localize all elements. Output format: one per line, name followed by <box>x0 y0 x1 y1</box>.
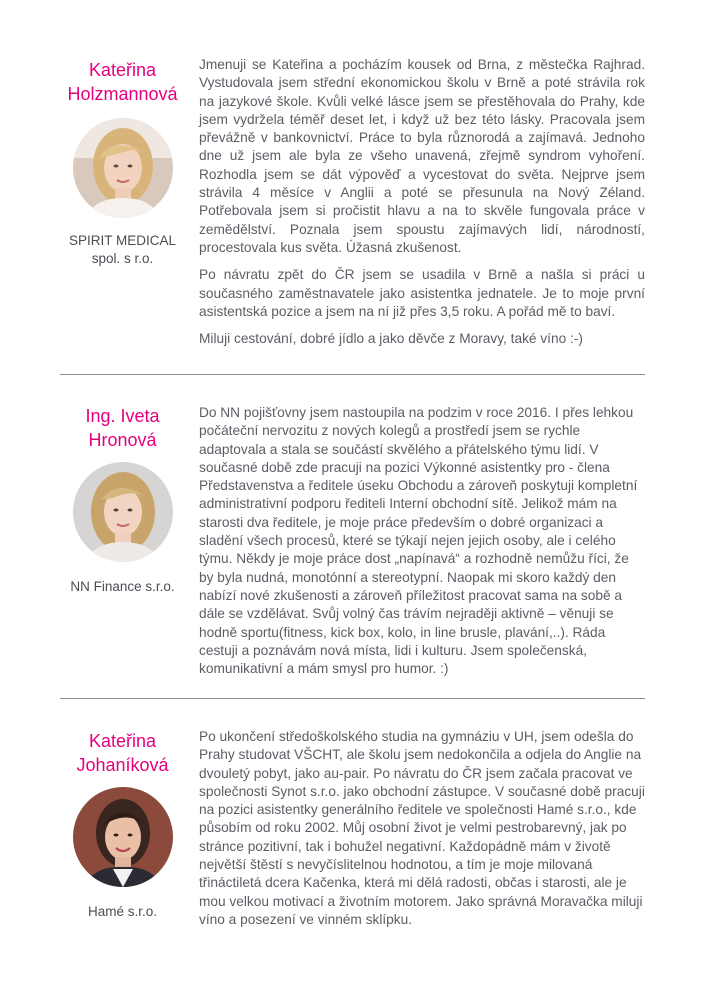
avatar <box>73 118 173 218</box>
profile-sidebar <box>60 58 185 268</box>
company-line-2: spol. s r.o. <box>91 251 154 266</box>
name-line-1: Kateřina <box>88 60 157 80</box>
portrait-photo-icon <box>73 462 173 562</box>
bio-paragraph: Jmenuji se Kateřina a pocházím kousek od Brna, z městečka Rajhrad. Vystudovala jsem střední ekonomickou školu v Brně a poté strávila rok na jazykové škole. Kvůli velké lásce jsem se přestěhovala do Prahy, kde jsem vydržela téměř deset let, i když už bez této lásky. Pracovala jsem převážně v bankovnictví. Práce to byla různorodá a zajímavá. Jednoho dne už jsem ale byla ze všeho unavená, zřejmě syndrom vyhoření. Rozhodla jsem se dát výpověď a vycestovat do světa. Nejprve jsem strávila 4 měsíce v Anglii a poté se přesunula na Nový Zéland. Potřebovala jsem si pročistit hlavu a na to skvěle fungovala práce v zemědělství. Poznala jsem spoustu zajímavých lidí, národností, procestovala kus světa. Úžasná zkušenost. <box>199 57 645 255</box>
avatar <box>73 787 173 887</box>
profile-bio <box>199 404 645 687</box>
bio-paragraph: Do NN pojišťovny jsem nastoupila na podzim v roce 2016. I přes lehkou počáteční nervozitu z nových kolegů a prostředí jsem se rychle adaptovala a stala se součástí skvělého a přátelského týmu lidí. V současné době zde pracuji na pozici Výkonné asistentky pro - člena Představenstva a ředitele úseku Obchodu a zároveň poskytuji kompletní administrativní podporu řediteli Interní obchodní sítě. Jelikož mám na starosti dva ředitele, je moje práce především o dobré organizaci a sladění všech procesů, které se týkají nejen jejich osoby, ale i celého týmu. Někdy je moje práce dost „napínavá“ a rozhodně nemůžu říci, že by byla nudná, monotónní a stereotypní. Naopak mi skoro každý den nabízí nové zkušenosti a zároveň příležitost pracovat sama na sobě a dále se vzdělávat. Svůj volný čas trávím nejraději aktivně – věnuji se hodně sportu(fitness, kick box, kolo, in line brusle, plavání,..). Ráda cestuji a poznávám nová místa, lidi i kulturu. Jsem společenská, komunikativní a mám smysl pro humor. :) <box>199 405 638 677</box>
profile-sidebar <box>60 404 185 596</box>
profile-name <box>60 58 185 106</box>
profile-name <box>60 404 185 452</box>
bio-paragraph: Po ukončení středoškolského studia na gymnáziu v UH, jsem odešla do Prahy studovat VŠCHT, ale školu jsem nedokončila a odjela do Anglie na dvouletý pobyt, jako au-pair. Po návratu do ČR jsem začala pracovat ve společnosti Synot s.r.o. jako obchodní zástupce. V současné době pracuji na pozici asistentky generálního ředitele ve společnosti Hamé s.r.o., kde působím od roku 2002. Můj osobní život je velmi pestrobarevný, jak po stránce pozitivní, tak i bohužel negativní. Každopádně mám v životě největší štěstí s nevyčíslitelnou hodnotou, a tím je moje milovaná třináctiletá dcera Kačenka, která mi dělá radosti, občas i starosti, ale je mou velkou motivací a životním motorem. Jako správná Moravačka miluji víno a posezení ve vinném sklípku. <box>199 729 645 927</box>
portrait-photo-icon <box>73 787 173 887</box>
avatar <box>73 462 173 562</box>
name-line-1: Ing. Iveta <box>85 406 160 426</box>
company-name <box>60 232 185 268</box>
bio-paragraph: Po návratu zpět do ČR jsem se usadila v Brně a našla si práci u současného zaměstnavatele jako asistentka jednatele. Je to moje první asistentská pozice a jsem na ní již přes 3,5 roku. A pořád mě to baví. <box>199 267 645 319</box>
bio-paragraph: Miluji cestování, dobré jídlo a jako děvče z Moravy, také víno :-) <box>199 331 583 347</box>
company-name <box>60 578 185 596</box>
section-divider <box>60 374 645 375</box>
section-divider <box>60 698 645 699</box>
portrait-photo-icon <box>73 118 173 218</box>
name-line-2: Holzmannová <box>67 84 178 104</box>
company-line-1: SPIRIT MEDICAL <box>68 233 177 248</box>
profile-name <box>60 729 185 777</box>
profile-bio <box>199 56 645 357</box>
company-name <box>60 903 185 921</box>
profile-bio <box>199 728 645 938</box>
profile-sidebar <box>60 729 185 921</box>
company-line-1: NN Finance s.r.o. <box>70 579 175 594</box>
name-line-2: Hronová <box>88 430 157 450</box>
name-line-1: Kateřina <box>88 731 157 751</box>
name-line-2: Johaníková <box>76 755 169 775</box>
company-line-1: Hamé s.r.o. <box>87 904 158 919</box>
